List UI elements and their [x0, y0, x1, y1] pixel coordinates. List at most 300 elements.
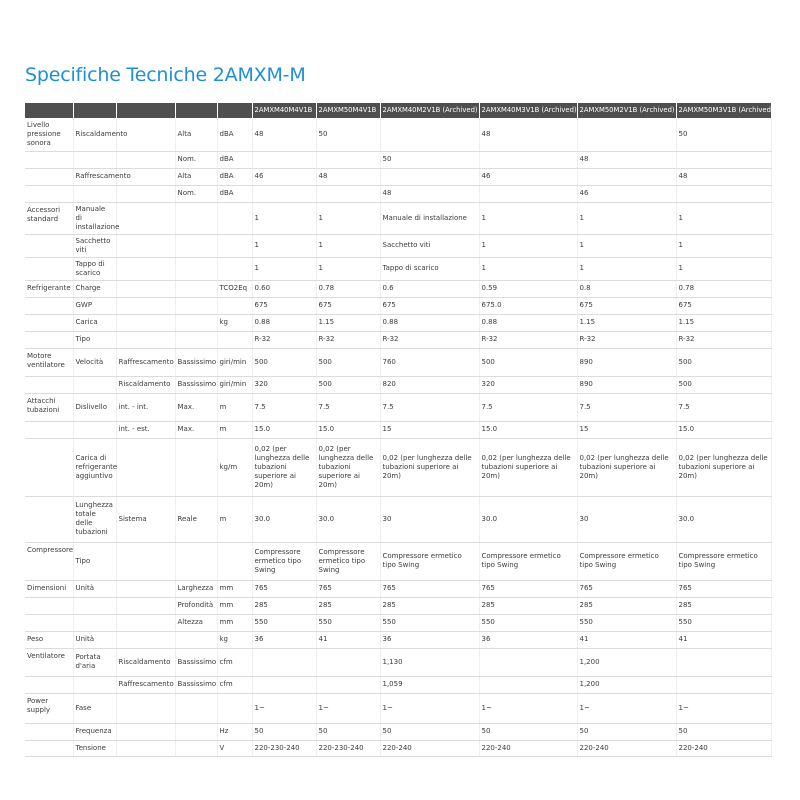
value-cell: 0,02 (per lunghezza delle tubazioni superiore ai 20m)	[380, 438, 479, 496]
level-cell	[175, 297, 217, 314]
value-cell: 1	[252, 202, 316, 234]
table-row	[25, 348, 771, 376]
level-cell: Bassissimo	[175, 648, 217, 676]
value-cell: 285	[577, 597, 676, 614]
value-cell: 15	[577, 421, 676, 438]
value-cell	[316, 185, 380, 202]
value-cell	[479, 151, 577, 168]
value-cell: 320	[252, 376, 316, 393]
subproperty-cell	[116, 185, 175, 202]
value-cell: Compressore ermetico tipo Swing	[252, 542, 316, 580]
section-cell: Accessori standard	[25, 202, 73, 234]
section-cell	[25, 151, 73, 168]
property-cell: Riscaldamento	[73, 118, 116, 151]
section-cell	[25, 257, 73, 280]
level-cell	[175, 631, 217, 648]
value-cell: 36	[380, 631, 479, 648]
value-cell: 0.78	[316, 280, 380, 297]
value-cell: 0.8	[577, 280, 676, 297]
value-cell: 1.15	[316, 314, 380, 331]
level-cell: Reale	[175, 496, 217, 542]
value-cell: 220-230-240	[316, 740, 380, 756]
section-cell	[25, 496, 73, 542]
value-cell: 220-230-240	[252, 740, 316, 756]
value-cell: Compressore ermetico tipo Swing	[479, 542, 577, 580]
header-blank-cell	[116, 103, 175, 118]
value-cell: 1	[316, 257, 380, 280]
subproperty-cell	[116, 151, 175, 168]
value-cell	[252, 648, 316, 676]
value-cell: 765	[479, 580, 577, 597]
table-row	[25, 693, 771, 723]
value-cell: 1~	[316, 693, 380, 723]
value-cell: 50	[316, 723, 380, 740]
value-cell	[252, 151, 316, 168]
value-cell: 500	[676, 348, 771, 376]
value-cell: 1	[676, 234, 771, 257]
subproperty-cell	[116, 723, 175, 740]
table-row	[25, 393, 771, 421]
value-cell: R-32	[479, 331, 577, 348]
value-cell: R-32	[577, 331, 676, 348]
section-cell: Motore ventilatore	[25, 348, 73, 376]
value-cell: 550	[676, 614, 771, 631]
unit-cell: dBA	[217, 185, 252, 202]
value-cell: 1	[577, 202, 676, 234]
page-title: Specifiche Tecniche 2AMXM-M	[25, 64, 306, 86]
unit-cell: mm	[217, 580, 252, 597]
model-header-2: 2AMXM50M4V1B	[316, 103, 380, 118]
value-cell: 550	[316, 614, 380, 631]
value-cell: 0.78	[676, 280, 771, 297]
value-cell	[676, 676, 771, 693]
table-row	[25, 648, 771, 676]
unit-cell: m	[217, 421, 252, 438]
value-cell: 550	[479, 614, 577, 631]
value-cell: R-32	[676, 331, 771, 348]
value-cell: 500	[252, 348, 316, 376]
section-cell	[25, 676, 73, 693]
value-cell: 0.6	[380, 280, 479, 297]
value-cell: 1,200	[577, 676, 676, 693]
table-row	[25, 185, 771, 202]
value-cell	[380, 118, 479, 151]
value-cell: 15	[380, 421, 479, 438]
value-cell: 1~	[676, 693, 771, 723]
value-cell: 675	[380, 297, 479, 314]
value-cell: 41	[676, 631, 771, 648]
property-cell	[73, 151, 116, 168]
table-row	[25, 202, 771, 234]
value-cell: Compressore ermetico tipo Swing	[676, 542, 771, 580]
value-cell: 50	[676, 118, 771, 151]
unit-cell: kg	[217, 314, 252, 331]
value-cell: 285	[252, 597, 316, 614]
spec-table	[25, 103, 772, 757]
value-cell: 500	[479, 348, 577, 376]
level-cell: Altezza	[175, 614, 217, 631]
value-cell	[479, 648, 577, 676]
level-cell	[175, 542, 217, 580]
value-cell: Tappo di scarico	[380, 257, 479, 280]
property-cell: Unità	[73, 631, 116, 648]
subproperty-cell: int. - int.	[116, 393, 175, 421]
value-cell: 41	[577, 631, 676, 648]
value-cell: 285	[316, 597, 380, 614]
property-cell: Carica	[73, 314, 116, 331]
section-cell	[25, 234, 73, 257]
value-cell: 1	[577, 257, 676, 280]
unit-cell: m	[217, 393, 252, 421]
unit-cell: mm	[217, 614, 252, 631]
value-cell: R-32	[380, 331, 479, 348]
value-cell: 890	[577, 376, 676, 393]
section-cell: Dimensioni	[25, 580, 73, 597]
unit-cell: kg/m	[217, 438, 252, 496]
level-cell	[175, 257, 217, 280]
table-row	[25, 297, 771, 314]
value-cell: 7.5	[316, 393, 380, 421]
value-cell: 7.5	[577, 393, 676, 421]
model-header-4: 2AMXM40M3V1B (Archived)	[479, 103, 577, 118]
value-cell: 50	[316, 118, 380, 151]
level-cell: Nom.	[175, 151, 217, 168]
value-cell: 1	[316, 234, 380, 257]
value-cell: 15.0	[316, 421, 380, 438]
value-cell: 500	[316, 376, 380, 393]
value-cell: 46	[479, 168, 577, 185]
property-cell: Carica di refrigerante aggiuntivo	[73, 438, 116, 496]
table-row	[25, 614, 771, 631]
level-cell: Max.	[175, 421, 217, 438]
subproperty-cell	[116, 280, 175, 297]
value-cell: 1~	[380, 693, 479, 723]
subproperty-cell: Riscaldamento	[116, 648, 175, 676]
unit-cell: Hz	[217, 723, 252, 740]
value-cell: 30	[577, 496, 676, 542]
property-cell: Tipo	[73, 542, 116, 580]
level-cell: Alta	[175, 168, 217, 185]
value-cell: 220-240	[380, 740, 479, 756]
value-cell: 675	[252, 297, 316, 314]
subproperty-cell	[116, 631, 175, 648]
subproperty-cell	[116, 202, 175, 234]
value-cell: 36	[252, 631, 316, 648]
value-cell: 50	[380, 151, 479, 168]
value-cell: 0,02 (per lunghezza delle tubazioni superiore ai 20m)	[577, 438, 676, 496]
value-cell: 675.0	[479, 297, 577, 314]
table-row	[25, 740, 771, 756]
unit-cell: dBA	[217, 118, 252, 151]
spec-table-body	[25, 118, 771, 756]
model-header-5: 2AMXM50M2V1B (Archived)	[577, 103, 676, 118]
model-header-6: 2AMXM50M3V1B (Archived)	[676, 103, 771, 118]
value-cell: 1,059	[380, 676, 479, 693]
value-cell: Compressore ermetico tipo Swing	[577, 542, 676, 580]
value-cell: 0,02 (per lunghezza delle tubazioni superiore ai 20m)	[676, 438, 771, 496]
value-cell: 50	[479, 723, 577, 740]
property-cell	[73, 676, 116, 693]
value-cell: 550	[380, 614, 479, 631]
value-cell: 220-240	[577, 740, 676, 756]
level-cell: Bassissimo	[175, 676, 217, 693]
value-cell: 1~	[577, 693, 676, 723]
model-header-3: 2AMXM40M2V1B (Archived)	[380, 103, 479, 118]
value-cell: 30.0	[479, 496, 577, 542]
value-cell: 0.88	[380, 314, 479, 331]
value-cell: 1	[316, 202, 380, 234]
table-row	[25, 597, 771, 614]
value-cell: 285	[479, 597, 577, 614]
unit-cell	[217, 331, 252, 348]
level-cell	[175, 234, 217, 257]
property-cell: Lunghezza totale delle tubazioni	[73, 496, 116, 542]
subproperty-cell	[116, 314, 175, 331]
value-cell	[316, 676, 380, 693]
value-cell	[316, 151, 380, 168]
value-cell: R-32	[316, 331, 380, 348]
value-cell	[252, 185, 316, 202]
value-cell: 0,02 (per lunghezza delle tubazioni superiore ai 20m)	[252, 438, 316, 496]
property-cell: Raffrescamento	[73, 168, 116, 185]
section-cell: Ventilatore	[25, 648, 73, 676]
value-cell: 1	[676, 202, 771, 234]
value-cell: 1	[252, 257, 316, 280]
value-cell: 285	[676, 597, 771, 614]
property-cell: Frequenza	[73, 723, 116, 740]
property-cell: GWP	[73, 297, 116, 314]
property-cell: Unità	[73, 580, 116, 597]
value-cell: 30.0	[316, 496, 380, 542]
unit-cell: dBA	[217, 168, 252, 185]
value-cell: 15.0	[252, 421, 316, 438]
value-cell: 46	[252, 168, 316, 185]
value-cell: 0.88	[252, 314, 316, 331]
section-cell	[25, 597, 73, 614]
unit-cell: cfm	[217, 676, 252, 693]
unit-cell	[217, 234, 252, 257]
unit-cell	[217, 693, 252, 723]
value-cell: 285	[380, 597, 479, 614]
value-cell: 1~	[252, 693, 316, 723]
table-row	[25, 542, 771, 580]
value-cell	[676, 648, 771, 676]
section-cell	[25, 740, 73, 756]
property-cell	[73, 421, 116, 438]
value-cell: 320	[479, 376, 577, 393]
value-cell: 1	[676, 257, 771, 280]
value-cell: 765	[316, 580, 380, 597]
value-cell: 0,02 (per lunghezza delle tubazioni superiore ai 20m)	[479, 438, 577, 496]
value-cell: 1	[252, 234, 316, 257]
subproperty-cell	[116, 257, 175, 280]
value-cell: 890	[577, 348, 676, 376]
value-cell: 1~	[479, 693, 577, 723]
unit-cell: giri/min	[217, 376, 252, 393]
subproperty-cell	[116, 438, 175, 496]
level-cell: Bassissimo	[175, 348, 217, 376]
header-blank-cell	[25, 103, 73, 118]
section-cell	[25, 723, 73, 740]
value-cell: 48	[479, 118, 577, 151]
section-cell: Refrigerante	[25, 280, 73, 297]
value-cell: 1	[479, 234, 577, 257]
value-cell: 0.60	[252, 280, 316, 297]
property-cell: Tappo di scarico	[73, 257, 116, 280]
header-blank-cell	[175, 103, 217, 118]
level-cell	[175, 723, 217, 740]
value-cell	[479, 676, 577, 693]
unit-cell: mm	[217, 597, 252, 614]
value-cell: 48	[676, 168, 771, 185]
section-cell	[25, 314, 73, 331]
value-cell: 7.5	[380, 393, 479, 421]
unit-cell: kg	[217, 631, 252, 648]
property-cell: Charge	[73, 280, 116, 297]
table-row	[25, 438, 771, 496]
model-header-1: 2AMXM40M4V1B	[252, 103, 316, 118]
value-cell: 1.15	[676, 314, 771, 331]
value-cell: 1	[479, 202, 577, 234]
value-cell: 48	[380, 185, 479, 202]
section-cell	[25, 331, 73, 348]
value-cell: 36	[479, 631, 577, 648]
value-cell: 48	[577, 151, 676, 168]
header-blank-cell	[73, 103, 116, 118]
value-cell: 500	[316, 348, 380, 376]
section-cell	[25, 376, 73, 393]
value-cell	[577, 168, 676, 185]
section-cell	[25, 438, 73, 496]
value-cell	[676, 151, 771, 168]
unit-cell: giri/min	[217, 348, 252, 376]
table-row	[25, 496, 771, 542]
table-row	[25, 168, 771, 185]
subproperty-cell	[116, 234, 175, 257]
value-cell: 1,130	[380, 648, 479, 676]
value-cell: Sacchetto viti	[380, 234, 479, 257]
subproperty-cell: Raffrescamento	[116, 676, 175, 693]
value-cell: 550	[577, 614, 676, 631]
level-cell: Alta	[175, 118, 217, 151]
level-cell: Larghezza	[175, 580, 217, 597]
value-cell: Compressore ermetico tipo Swing	[380, 542, 479, 580]
value-cell: 50	[577, 723, 676, 740]
value-cell: 765	[380, 580, 479, 597]
section-cell: Attacchi tubazioni	[25, 393, 73, 421]
property-cell: Manuale di installazione	[73, 202, 116, 234]
section-cell: Livello pressione sonora	[25, 118, 73, 151]
subproperty-cell: Riscaldamento	[116, 376, 175, 393]
value-cell: 46	[577, 185, 676, 202]
table-row	[25, 723, 771, 740]
value-cell: 675	[577, 297, 676, 314]
value-cell: Compressore ermetico tipo Swing	[316, 542, 380, 580]
value-cell: 48	[252, 118, 316, 151]
value-cell	[316, 648, 380, 676]
level-cell: Bassissimo	[175, 376, 217, 393]
table-row	[25, 257, 771, 280]
table-row	[25, 151, 771, 168]
section-cell	[25, 185, 73, 202]
value-cell: 675	[316, 297, 380, 314]
table-row	[25, 314, 771, 331]
unit-cell: cfm	[217, 648, 252, 676]
property-cell: Velocità	[73, 348, 116, 376]
table-row	[25, 331, 771, 348]
level-cell	[175, 314, 217, 331]
value-cell: 675	[676, 297, 771, 314]
section-cell: Power supply	[25, 693, 73, 723]
table-row	[25, 631, 771, 648]
value-cell: 550	[252, 614, 316, 631]
value-cell: 30.0	[252, 496, 316, 542]
section-cell	[25, 421, 73, 438]
subproperty-cell	[116, 614, 175, 631]
value-cell: 220-240	[479, 740, 577, 756]
value-cell: 500	[676, 376, 771, 393]
value-cell: 48	[316, 168, 380, 185]
value-cell: 820	[380, 376, 479, 393]
subproperty-cell	[116, 580, 175, 597]
property-cell: Tensione	[73, 740, 116, 756]
subproperty-cell	[116, 597, 175, 614]
property-cell	[73, 614, 116, 631]
level-cell	[175, 438, 217, 496]
value-cell: 50	[252, 723, 316, 740]
level-cell	[175, 202, 217, 234]
section-cell	[25, 168, 73, 185]
property-cell	[73, 185, 116, 202]
value-cell: 765	[577, 580, 676, 597]
value-cell: 0.88	[479, 314, 577, 331]
subproperty-cell	[116, 542, 175, 580]
unit-cell	[217, 542, 252, 580]
level-cell	[175, 280, 217, 297]
level-cell: Max.	[175, 393, 217, 421]
table-row	[25, 376, 771, 393]
table-row	[25, 280, 771, 297]
value-cell: 0,02 (per lunghezza delle tubazioni superiore ai 20m)	[316, 438, 380, 496]
value-cell: 7.5	[676, 393, 771, 421]
value-cell: 7.5	[479, 393, 577, 421]
value-cell: 30.0	[676, 496, 771, 542]
subproperty-cell	[116, 740, 175, 756]
value-cell: Manuale di installazione	[380, 202, 479, 234]
value-cell: 50	[380, 723, 479, 740]
value-cell	[380, 168, 479, 185]
property-cell	[73, 597, 116, 614]
value-cell: 760	[380, 348, 479, 376]
table-header-row	[25, 103, 771, 118]
value-cell: 1.15	[577, 314, 676, 331]
level-cell	[175, 331, 217, 348]
level-cell	[175, 693, 217, 723]
section-cell	[25, 297, 73, 314]
subproperty-cell: Sistema	[116, 496, 175, 542]
property-cell: Fase	[73, 693, 116, 723]
value-cell: 41	[316, 631, 380, 648]
level-cell: Profondità	[175, 597, 217, 614]
value-cell: 1	[479, 257, 577, 280]
value-cell	[252, 676, 316, 693]
unit-cell	[217, 257, 252, 280]
unit-cell: V	[217, 740, 252, 756]
table-row	[25, 118, 771, 151]
unit-cell	[217, 297, 252, 314]
value-cell: 220-240	[676, 740, 771, 756]
header-blank-cell	[217, 103, 252, 118]
